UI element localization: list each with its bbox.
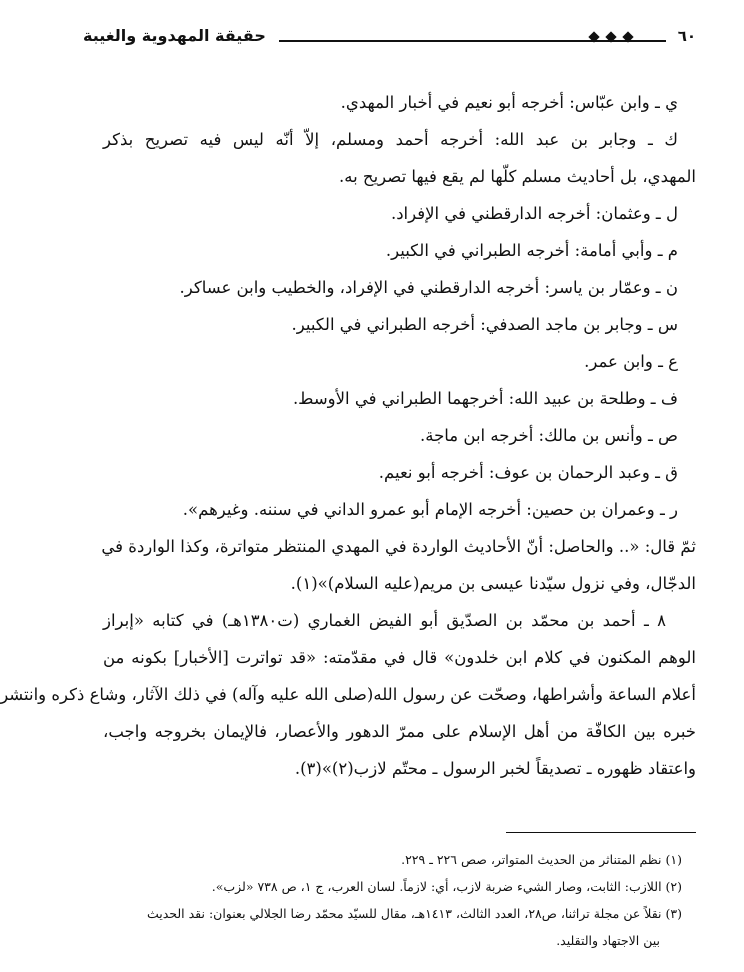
main-text — [0, 84, 696, 787]
text-line: ل ـ وعثمان: أخرجه الدارقطني في الإفراد. — [390, 204, 678, 223]
footnote-separator — [506, 832, 696, 833]
footnote: (٢) اللازب: الثابت، وصار الشيء ضربة لازب، أي: لازماً. لسان العرب، ج ١، ص ٧٣٨ «لزب». — [211, 879, 682, 894]
book-title: حقيقة المهدوية والغيبة — [83, 26, 266, 45]
diamond-icon — [588, 31, 599, 42]
diamond-icon — [622, 31, 633, 42]
text-line: ثمّ قال: «.. والحاصل: أنّ الأحاديث الواردة في المهدي المنتظر متواترة، وكذا الواردة في — [101, 537, 696, 556]
text-line: ف ـ وطلحة بن عبيد الله: أخرجهما الطبراني في الأوسط. — [292, 389, 678, 408]
text-line: ٨ ـ أحمد بن محمّد بن الصدّيق أبو الفيض الغماري (ت١٣٨٠هـ) في كتابه «إبراز — [103, 611, 666, 630]
text-line: م ـ وأبي أمامة: أخرجه الطبراني في الكبير. — [385, 241, 678, 260]
text-line: ع ـ وابن عمر. — [584, 352, 678, 371]
text-line: س ـ وجابر بن ماجد الصدفي: أخرجه الطبراني في الكبير. — [291, 315, 678, 334]
text-line: ق ـ وعبد الرحمان بن عوف: أخرجه أبو نعيم. — [378, 463, 678, 482]
text-line: خبره بين الكافّة من أهل الإسلام على ممرّ الدهور والأعصار، فالإيمان بخروجه واجب، — [103, 722, 696, 741]
text-line: الدجّال، وفي نزول سيّدنا عيسى بن مريم(عليه السلام)»(١). — [290, 574, 696, 593]
running-header — [83, 26, 696, 52]
header-ornament-dots — [590, 33, 632, 41]
text-line: ك ـ وجابر بن عبد الله: أخرجه أحمد ومسلم، إلاّ أنّه ليس فيه تصريح بذكر — [103, 130, 678, 149]
text-line: المهدي، بل أحاديث مسلم كلّها لم يقع فيها تصريح به. — [338, 167, 696, 186]
text-line: ص ـ وأنس بن مالك: أخرجه ابن ماجة. — [419, 426, 678, 445]
footnote-continuation: بين الاجتهاد والتقليد. — [556, 933, 660, 948]
text-line: الوهم المكنون في كلام ابن خلدون» قال في مقدّمته: «قد تواترت [الأخبار] بكونه من — [103, 648, 696, 667]
footnote: (٣) نقلاً عن مجلة تراثنا، ص٢٨، العدد الثالث، ١٤١٣هـ، مقال للسيّد محمّد رضا الجلالي بعنوان: نقد الحديث — [146, 906, 682, 921]
diamond-icon — [605, 31, 616, 42]
footnotes — [103, 846, 682, 954]
text-line: أعلام الساعة وأشراطها، وصحّت عن رسول الله(صلى الله عليه وآله) في ذلك الآثار، وشاع ذكره وانتشر — [0, 685, 696, 704]
page-number: ٦٠ — [677, 27, 696, 45]
text-line: واعتقاد ظهوره ـ تصديقاً لخبر الرسول ـ محتّم لازب(٢)»(٣). — [294, 759, 696, 778]
text-line: ن ـ وعمّار بن ياسر: أخرجه الدارقطني في الإفراد، والخطيب وابن عساكر. — [179, 278, 678, 297]
text-line: ي ـ وابن عبّاس: أخرجه أبو نعيم في أخبار المهدي. — [340, 93, 678, 112]
footnote: (١) نظم المتناثر من الحديث المتواتر، صص ٢٢٦ ـ ٢٢٩. — [401, 852, 682, 867]
text-line: ر ـ وعمران بن حصين: أخرجه الإمام أبو عمرو الداني في سننه. وغيرهم». — [182, 500, 678, 519]
